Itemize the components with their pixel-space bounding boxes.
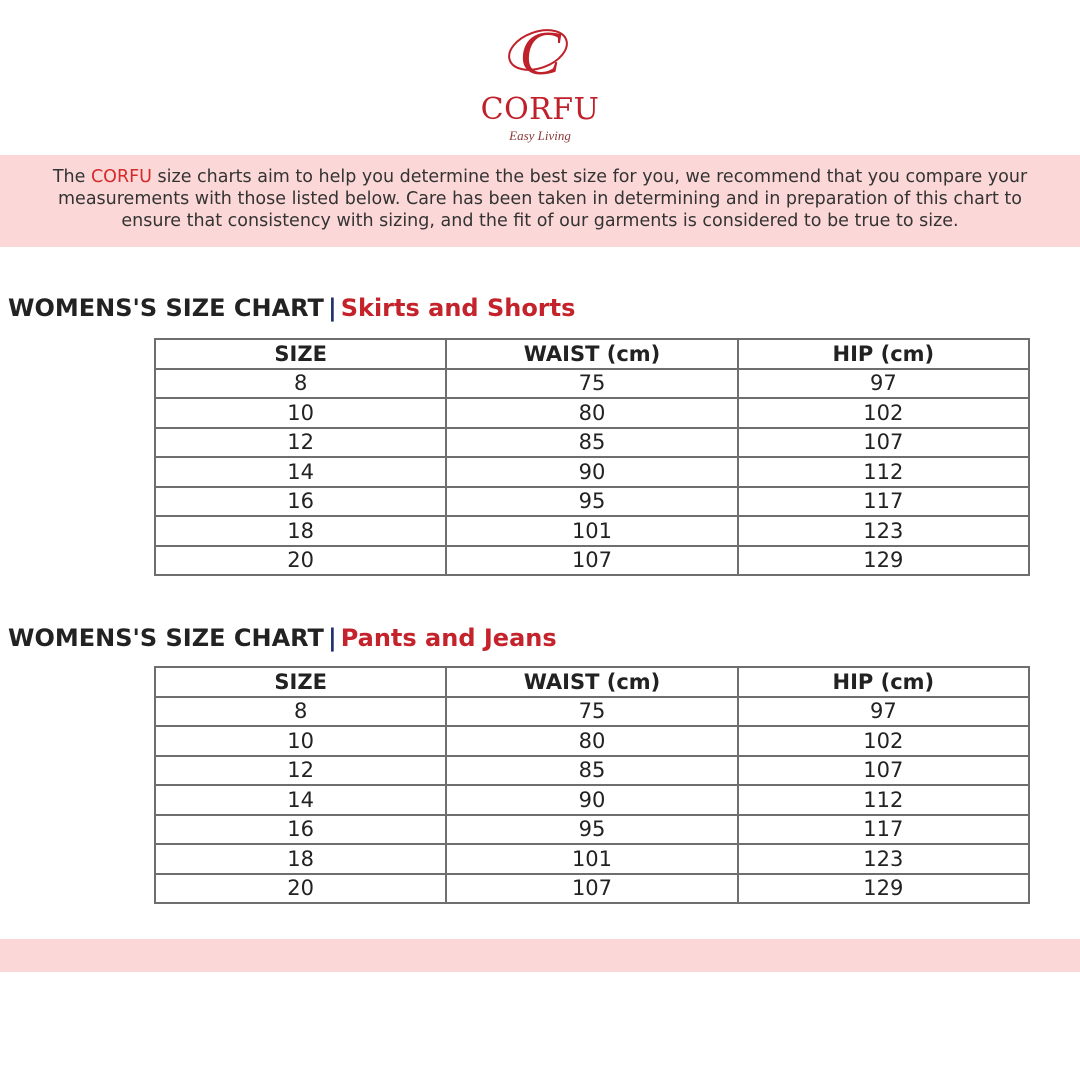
- intro-text-rest: size charts aim to help you determine the best size for you, we recommend that you compare your measurements with those listed below. Care has been taken in determining and in preparation of this chart to ensure that consistency with sizing, and the fit of our garments is considered to be true to size.: [58, 167, 1028, 231]
- cell-size: 12: [155, 428, 446, 458]
- cell-size: 8: [155, 697, 446, 727]
- cell-waist: 95: [446, 487, 737, 517]
- table-row: [155, 487, 1029, 517]
- cell-waist: 90: [446, 785, 737, 815]
- corfu-monogram-icon: [500, 12, 580, 92]
- intro-brand: CORFU: [90, 167, 152, 187]
- size-table-skirts: [154, 338, 1030, 576]
- chart-title-text: WOMENS'S SIZE CHART: [8, 294, 324, 322]
- cell-hip: 97: [738, 697, 1029, 727]
- cell-hip: 107: [738, 428, 1029, 458]
- table-row: [155, 428, 1029, 458]
- chart-title-pants: [8, 624, 557, 652]
- table-row: [155, 516, 1029, 546]
- cell-hip: 97: [738, 369, 1029, 399]
- table-row: [155, 815, 1029, 845]
- cell-waist: 107: [446, 874, 737, 904]
- cell-waist: 75: [446, 697, 737, 727]
- table-row: [155, 844, 1029, 874]
- cell-size: 10: [155, 398, 446, 428]
- cell-size: 20: [155, 874, 446, 904]
- cell-waist: 85: [446, 756, 737, 786]
- svg-text:C: C: [519, 20, 561, 88]
- footer-band: [0, 939, 1080, 972]
- brand-name: CORFU: [480, 92, 600, 127]
- cell-size: 14: [155, 457, 446, 487]
- size-table-pants: [154, 666, 1030, 904]
- cell-waist: 85: [446, 428, 737, 458]
- table-header-row: [155, 339, 1029, 369]
- cell-size: 8: [155, 369, 446, 399]
- header-size: SIZE: [155, 339, 446, 369]
- cell-waist: 107: [446, 546, 737, 576]
- cell-hip: 123: [738, 844, 1029, 874]
- cell-hip: 107: [738, 756, 1029, 786]
- cell-hip: 112: [738, 457, 1029, 487]
- cell-waist: 101: [446, 516, 737, 546]
- cell-hip: 102: [738, 398, 1029, 428]
- intro-banner: [0, 155, 1080, 247]
- intro-text-start: The: [52, 167, 91, 187]
- cell-size: 10: [155, 726, 446, 756]
- cell-waist: 90: [446, 457, 737, 487]
- table-row: [155, 785, 1029, 815]
- header-waist: WAIST (cm): [446, 667, 737, 697]
- cell-size: 14: [155, 785, 446, 815]
- table-row: [155, 369, 1029, 399]
- title-separator: |: [327, 294, 337, 322]
- cell-hip: 129: [738, 874, 1029, 904]
- cell-size: 16: [155, 487, 446, 517]
- chart-title-text: WOMENS'S SIZE CHART: [8, 624, 324, 652]
- header-size: SIZE: [155, 667, 446, 697]
- table-row: [155, 874, 1029, 904]
- cell-waist: 95: [446, 815, 737, 845]
- cell-hip: 112: [738, 785, 1029, 815]
- cell-hip: 117: [738, 487, 1029, 517]
- table-row: [155, 697, 1029, 727]
- table-row: [155, 726, 1029, 756]
- cell-hip: 102: [738, 726, 1029, 756]
- cell-waist: 80: [446, 398, 737, 428]
- table-row: [155, 546, 1029, 576]
- brand-logo: [480, 10, 600, 143]
- cell-size: 18: [155, 844, 446, 874]
- title-separator: |: [327, 624, 337, 652]
- chart-category: Skirts and Shorts: [340, 294, 576, 322]
- table-row: [155, 457, 1029, 487]
- chart-title-skirts: [8, 294, 575, 322]
- cell-size: 12: [155, 756, 446, 786]
- header-hip: HIP (cm): [738, 339, 1029, 369]
- table-header-row: [155, 667, 1029, 697]
- cell-hip: 123: [738, 516, 1029, 546]
- cell-waist: 75: [446, 369, 737, 399]
- cell-hip: 117: [738, 815, 1029, 845]
- brand-tagline: Easy Living: [509, 128, 571, 143]
- table-row: [155, 756, 1029, 786]
- cell-waist: 101: [446, 844, 737, 874]
- cell-waist: 80: [446, 726, 737, 756]
- cell-size: 18: [155, 516, 446, 546]
- cell-size: 16: [155, 815, 446, 845]
- cell-hip: 129: [738, 546, 1029, 576]
- header-waist: WAIST (cm): [446, 339, 737, 369]
- table-row: [155, 398, 1029, 428]
- header-hip: HIP (cm): [738, 667, 1029, 697]
- chart-category: Pants and Jeans: [340, 624, 557, 652]
- cell-size: 20: [155, 546, 446, 576]
